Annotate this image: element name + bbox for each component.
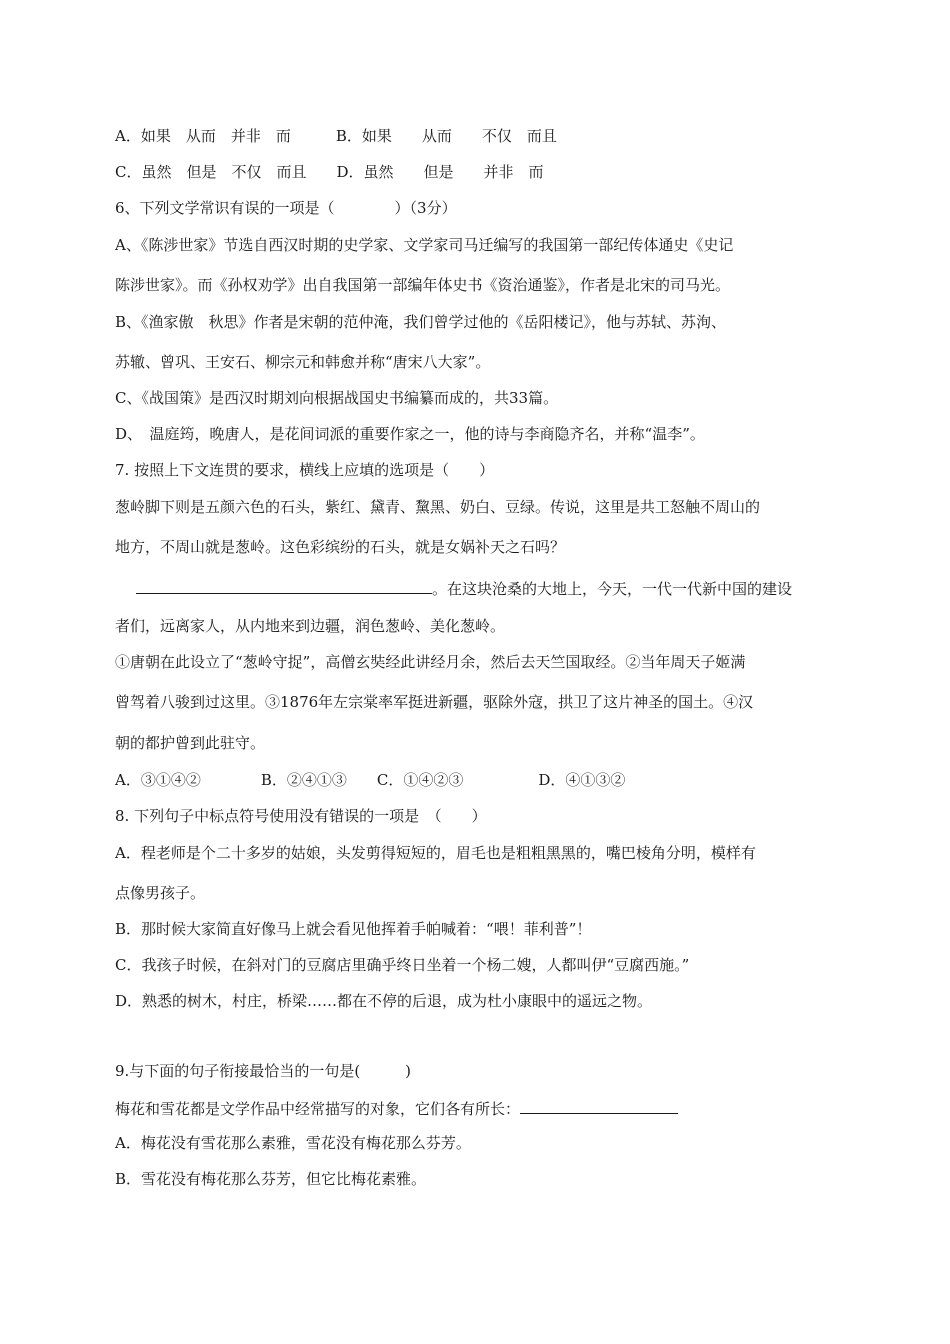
q7-passage-line3-text: 。在这块沧桑的大地上，今天，一代一代新中国的建设 <box>432 580 793 598</box>
q7-stem: 7. 按照上下文连贯的要求，横线上应填的选项是（ ） <box>115 461 495 479</box>
q7-fill-blank[interactable] <box>136 575 432 594</box>
q8-option-b: B．那时候大家简直好像马上就会看见他挥着手帕喊着：“喂！菲利普”！ <box>115 920 592 938</box>
q7-passage-line1: 葱岭脚下则是五颜六色的石头，紫红、黛青、黧黑、奶白、豆绿。传说，这里是共工怒触不周山的 <box>115 498 761 516</box>
q7-choices-line1: ①唐朝在此设立了“葱岭守捉”，高僧玄奘经此讲经月余，然后去天竺国取经。②当年周天子姬满 <box>115 653 746 671</box>
q5-options-ab: A．如果 从而 并非 而 B．如果 从而 不仅 而且 <box>115 127 557 145</box>
q9-sentence-text: 梅花和雪花都是文学作品中经常描写的对象，它们各有所长： <box>115 1100 521 1118</box>
q9-option-a: A．梅花没有雪花那么素雅，雪花没有梅花那么芬芳。 <box>115 1134 471 1152</box>
q8-option-c: C．我孩子时候，在斜对门的豆腐店里确乎终日坐着一个杨二嫂，人都叫伊“豆腐西施。” <box>115 956 690 974</box>
q6-option-a-line2: 陈涉世家》。而《孙权劝学》出自我国第一部编年体史书《资治通鉴》，作者是北宋的司马光。 <box>115 276 731 294</box>
q6-option-c: C、《战国策》是西汉时期刘向根据战国史书编纂而成的，共33篇。 <box>115 389 559 407</box>
q7-choices-line3: 朝的都护曾到此驻守。 <box>115 734 266 752</box>
q6-option-b-line1: B、《渔家傲 秋思》作者是宋朝的范仲淹，我们曾学过他的《岳阳楼记》，他与苏轼、苏洵、 <box>115 313 727 331</box>
q7-options: A．③①④② B．②④①③ C．①④②③ D．④①③② <box>115 771 626 789</box>
q6-option-b-line2: 苏辙、曾巩、王安石、柳宗元和韩愈并称“唐宋八大家”。 <box>115 353 491 371</box>
q7-passage-line4: 者们，远离家人，从内地来到边疆，润色葱岭、美化葱岭。 <box>115 617 506 635</box>
q6-option-a-line1: A、《陈涉世家》节选自西汉时期的史学家、文学家司马迁编写的我国第一部纪传体通史《史记 <box>115 236 734 254</box>
q8-option-a-line1: A．程老师是个二十多岁的姑娘，头发剪得短短的，眉毛也是粗粗黑黑的，嘴巴棱角分明，模样有 <box>115 844 756 862</box>
q7-choices-line2: 曾驾着八骏到过这里。③1876年左宗棠率军挺进新疆，驱除外寇，拱卫了这片神圣的国土。④汉 <box>115 693 754 711</box>
q5-options-cd: C．虽然 但是 不仅 而且 D．虽然 但是 并非 而 <box>115 163 544 181</box>
q7-passage-line2: 地方，不周山就是葱岭。这色彩缤纷的石头，就是女娲补天之石吗？ <box>115 538 566 556</box>
q8-option-a-line2: 点像男孩子。 <box>115 884 206 902</box>
q7-passage-line3 <box>136 575 792 599</box>
q9-option-b: B．雪花没有梅花那么芬芳，但它比梅花素雅。 <box>115 1170 427 1188</box>
q9-fill-blank[interactable] <box>520 1097 678 1114</box>
q8-option-d: D．熟悉的树木，村庄，桥梁……都在不停的后退，成为杜小康眼中的遥远之物。 <box>115 992 653 1010</box>
q9-sentence <box>115 1097 678 1119</box>
q8-stem: 8. 下列句子中标点符号使用没有错误的一项是 （ ） <box>115 807 487 825</box>
q6-option-d: D、 温庭筠，晚唐人，是花间词派的重要作家之一，他的诗与李商隐齐名，并称“温李”。 <box>115 425 705 443</box>
q9-stem: 9.与下面的句子衔接最恰当的一句是( ) <box>115 1062 412 1080</box>
q6-stem: 6、下列文学常识有误的一项是（ ）（3分） <box>115 199 457 217</box>
